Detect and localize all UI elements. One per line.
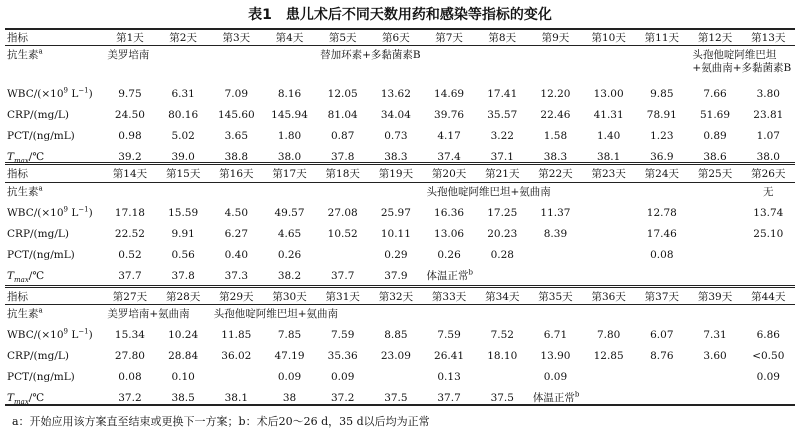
crp-row xyxy=(5,223,795,244)
header-row xyxy=(5,289,795,304)
antibiotic-regimen: 头孢他啶阿维巴坦+氨曲南 xyxy=(426,186,551,198)
crp-value: 47.19 xyxy=(274,349,305,362)
crp-value: 10.52 xyxy=(327,227,358,240)
crp-value: 35.57 xyxy=(487,108,518,121)
antibiotic-regimen: 替加环素+多黏菌素B xyxy=(320,49,421,61)
crp-value: 26.41 xyxy=(434,349,465,362)
crp-value: 3.60 xyxy=(703,349,727,362)
wbc-value: 7.31 xyxy=(703,328,727,341)
day-cell: 第1天 xyxy=(116,31,144,44)
tmax-value: 36.9 xyxy=(650,150,674,163)
wbc-value: 14.69 xyxy=(434,87,465,100)
day-cell: 第30天 xyxy=(272,290,307,303)
wbc-value: 13.00 xyxy=(593,87,624,100)
tmax-value: 37.5 xyxy=(490,391,514,404)
crp-value: 10.11 xyxy=(380,227,411,240)
pct-value xyxy=(742,244,795,265)
tmax-value: 37.7 xyxy=(437,391,461,404)
day-cell: 第32天 xyxy=(378,290,414,303)
indicator-header: 指标 xyxy=(7,168,28,180)
antibiotic-regimen: 无 xyxy=(763,186,774,198)
crp-value xyxy=(688,223,741,244)
pct-row xyxy=(5,244,795,265)
pct-value: 0.28 xyxy=(490,248,514,261)
wbc-value: 3.80 xyxy=(756,87,780,100)
crp-value: 28.84 xyxy=(168,349,199,362)
pct-value: 1.58 xyxy=(543,129,568,142)
crp-value: 13.06 xyxy=(434,227,465,240)
pct-value: 0.29 xyxy=(384,248,408,261)
day-cell: 第4天 xyxy=(275,31,304,44)
crp-value: 22.46 xyxy=(540,108,571,121)
tmax-value: 37.8 xyxy=(171,269,195,282)
wbc-value: 6.31 xyxy=(171,87,195,100)
wbc-value: 27.08 xyxy=(327,206,358,219)
crp-value: 23.09 xyxy=(380,349,411,362)
pct-value: 0.09 xyxy=(543,370,568,383)
pct-row xyxy=(5,366,795,387)
crp-value: <0.50 xyxy=(752,349,785,362)
antibiotic-row xyxy=(5,182,795,202)
pct-label: PCT/(ng/mL) xyxy=(7,129,75,142)
pct-value: 5.02 xyxy=(171,129,195,142)
day-cell: 第23天 xyxy=(591,168,626,180)
table-footnote: a：开始应用该方案直至结束或更换下一方案；b：术后20～26 d，35 d以后均为正常 xyxy=(12,415,430,428)
tmax-value: 37.9 xyxy=(384,269,408,282)
day-cell: 第31天 xyxy=(325,290,360,303)
day-cell: 第25天 xyxy=(697,168,733,180)
crp-row xyxy=(5,345,795,366)
crp-value: 17.46 xyxy=(646,227,677,240)
day-cell: 第6天 xyxy=(382,31,410,44)
pct-value: 0.56 xyxy=(171,248,195,261)
crp-row xyxy=(5,104,795,125)
wbc-value: 17.41 xyxy=(487,87,518,100)
pct-value: 0.13 xyxy=(437,370,461,383)
pct-value: 3.22 xyxy=(490,129,514,142)
day-cell: 第35天 xyxy=(538,290,573,303)
antibiotic-regimen: 头孢他啶阿维巴坦+氨曲南 xyxy=(213,308,339,320)
day-cell: 第26天 xyxy=(751,168,786,180)
header-row xyxy=(5,166,795,182)
wbc-value: 6.07 xyxy=(650,328,674,341)
pct-value: 0.09 xyxy=(331,370,355,383)
wbc-value: 7.59 xyxy=(437,328,461,341)
tmax-value: 37.2 xyxy=(331,391,355,404)
tmax-value: 37.7 xyxy=(118,269,142,282)
tmax-value: 38.6 xyxy=(703,150,727,163)
pct-value: 0.87 xyxy=(331,129,355,142)
tmax-value: 37.5 xyxy=(384,391,408,404)
pct-value: 0.89 xyxy=(703,129,727,142)
crp-value: 18.10 xyxy=(487,349,518,362)
wbc-value: 6.86 xyxy=(756,328,780,341)
wbc-value: 8.85 xyxy=(384,328,408,341)
crp-value: 8.39 xyxy=(543,227,568,240)
table-section-1 xyxy=(5,30,795,167)
pct-value xyxy=(476,366,529,387)
wbc-value: 12.05 xyxy=(327,87,358,100)
antibiotic-row xyxy=(5,45,795,83)
crp-value: 34.04 xyxy=(380,108,411,121)
pct-value: 0.26 xyxy=(277,248,302,261)
pct-value xyxy=(582,366,635,387)
day-cell: 第34天 xyxy=(485,290,520,303)
pct-value xyxy=(529,244,582,265)
tmax-value: 38.8 xyxy=(224,150,249,163)
wbc-value: 7.09 xyxy=(224,87,249,100)
day-cell: 第20天 xyxy=(431,168,467,180)
wbc-value: 12.20 xyxy=(540,87,571,100)
pct-value: 1.23 xyxy=(650,129,674,142)
crp-value: 20.23 xyxy=(487,227,518,240)
tmax-value: 37.2 xyxy=(118,391,142,404)
pct-value: 0.10 xyxy=(171,370,195,383)
day-cell: 第18天 xyxy=(325,168,360,180)
day-cell: 第36天 xyxy=(591,290,626,303)
tmax-value: 38.3 xyxy=(543,150,568,163)
crp-value xyxy=(582,223,635,244)
day-cell: 第22天 xyxy=(538,168,573,180)
table-section-3 xyxy=(5,289,795,408)
crp-value: 24.50 xyxy=(114,108,145,121)
tmax-row xyxy=(5,146,795,167)
wbc-value: 15.34 xyxy=(114,328,145,341)
crp-label: CRP/(mg/L) xyxy=(7,108,69,121)
crp-value: 80.16 xyxy=(168,108,199,121)
tmax-row xyxy=(5,387,795,408)
crp-value: 36.02 xyxy=(221,349,252,362)
day-cell: 第11天 xyxy=(644,31,680,44)
day-cell: 第12天 xyxy=(697,31,733,44)
pct-value: 0.40 xyxy=(224,248,249,261)
crp-value: 4.65 xyxy=(277,227,302,240)
pct-value xyxy=(369,366,422,387)
pct-value: 1.40 xyxy=(596,129,621,142)
wbc-value: 17.25 xyxy=(487,206,518,219)
tmax-note: 体温正常$^b$ xyxy=(532,390,580,404)
tmax-value: 38.1 xyxy=(596,150,621,163)
wbc-value: 7.80 xyxy=(596,328,621,341)
pct-label: PCT/(ng/mL) xyxy=(7,248,75,261)
crp-value: 81.04 xyxy=(327,108,358,121)
wbc-value: 16.36 xyxy=(434,206,465,219)
wbc-value: 7.59 xyxy=(331,328,355,341)
wbc-value: 13.74 xyxy=(753,206,784,219)
wbc-value: 6.71 xyxy=(543,328,568,341)
pct-value: 0.09 xyxy=(277,370,302,383)
day-cell: 第3天 xyxy=(222,31,251,44)
day-cell: 第21天 xyxy=(485,168,520,180)
crp-value: 25.10 xyxy=(753,227,784,240)
crp-value: 12.85 xyxy=(593,349,624,362)
wbc-row xyxy=(5,324,795,345)
day-cell: 第16天 xyxy=(219,168,254,180)
day-cell: 第33天 xyxy=(431,290,467,303)
wbc-value: 9.85 xyxy=(650,87,674,100)
crp-value: 35.36 xyxy=(327,349,358,362)
wbc-value: 17.18 xyxy=(114,206,145,219)
pct-value xyxy=(316,244,369,265)
tmax-value: 38.3 xyxy=(384,150,408,163)
crp-label: CRP/(mg/L) xyxy=(7,227,69,240)
day-cell: 第17天 xyxy=(272,168,307,180)
pct-value: 4.17 xyxy=(437,129,461,142)
pct-value: 0.52 xyxy=(118,248,142,261)
day-cell: 第14天 xyxy=(112,168,148,180)
antibiotic-row xyxy=(5,304,795,324)
pct-value xyxy=(688,244,741,265)
crp-value: 145.94 xyxy=(271,108,308,121)
wbc-label: WBC/($\times 10^9$ $L^{-1}$) xyxy=(7,205,93,219)
tmax-label: $T_{max}/℃$ xyxy=(7,150,45,165)
tmax-value: 38.1 xyxy=(224,391,249,404)
tmax-value: 37.8 xyxy=(331,150,355,163)
antibiotic-regimen: 美罗培南+氨曲南 xyxy=(107,308,190,320)
wbc-value xyxy=(688,202,741,223)
crp-value: 145.60 xyxy=(217,108,255,121)
day-cell: 第37天 xyxy=(644,290,680,303)
tmax-value: 37.7 xyxy=(331,269,355,282)
day-cell: 第9天 xyxy=(541,31,570,44)
tmax-value: 38.0 xyxy=(277,150,302,163)
antibiotic-label: 抗生素$^a$ xyxy=(7,184,43,198)
day-cell: 第39天 xyxy=(697,290,733,303)
day-cell: 第19天 xyxy=(378,168,414,180)
tmax-label: $T_{max}/℃$ xyxy=(7,391,45,406)
wbc-row xyxy=(5,83,795,104)
wbc-value: 7.66 xyxy=(703,87,727,100)
crp-value: 41.31 xyxy=(593,108,624,121)
crp-value: 23.81 xyxy=(753,108,784,121)
table-title: 表1 患儿术后不同天数用药和感染等指标的变化 xyxy=(248,7,552,23)
wbc-value: 15.59 xyxy=(168,206,199,219)
wbc-value: 25.97 xyxy=(380,206,411,219)
wbc-value: 11.37 xyxy=(540,206,571,219)
header-row xyxy=(5,30,795,45)
crp-value: 22.52 xyxy=(114,227,145,240)
pct-value xyxy=(210,366,263,387)
day-cell: 第10天 xyxy=(591,31,626,44)
crp-value: 13.90 xyxy=(540,349,571,362)
crp-value: 78.91 xyxy=(646,108,677,121)
wbc-row xyxy=(5,202,795,223)
tmax-value: 37.4 xyxy=(437,150,461,163)
antibiotic-label: 抗生素$^a$ xyxy=(7,306,43,320)
tmax-note: 体温正常$^b$ xyxy=(426,268,473,282)
pct-row xyxy=(5,125,795,146)
crp-value: 51.69 xyxy=(699,108,731,121)
pct-label: PCT/(ng/mL) xyxy=(7,370,75,383)
antibiotic-label: 抗生素$^a$ xyxy=(7,47,43,61)
pct-value: 0.98 xyxy=(118,129,142,142)
pct-value: 1.07 xyxy=(756,129,780,142)
day-cell: 第7天 xyxy=(435,31,463,44)
tmax-value: 38.0 xyxy=(756,150,780,163)
wbc-value: 12.78 xyxy=(646,206,677,219)
tmax-row xyxy=(5,265,795,286)
indicator-header: 指标 xyxy=(7,31,28,44)
tmax-value: 38.5 xyxy=(171,391,195,404)
day-cell: 第2天 xyxy=(169,31,197,44)
crp-value: 39.76 xyxy=(434,108,465,121)
antibiotic-regimen: 美罗培南 xyxy=(107,49,150,61)
wbc-label: WBC/($\times 10^9$ $L^{-1}$) xyxy=(7,327,93,341)
table-section-2 xyxy=(5,166,795,286)
crp-value: 27.80 xyxy=(114,349,145,362)
wbc-value xyxy=(582,202,635,223)
wbc-value: 49.57 xyxy=(274,206,305,219)
day-cell: 第5天 xyxy=(328,31,357,44)
tmax-label: $T_{max}/℃$ xyxy=(7,269,45,284)
wbc-value: 7.52 xyxy=(490,328,514,341)
tmax-value: 38.2 xyxy=(277,269,302,282)
pct-value xyxy=(635,366,688,387)
wbc-value: 11.85 xyxy=(221,328,252,341)
pct-value: 0.08 xyxy=(118,370,142,383)
day-cell: 第29天 xyxy=(219,290,254,303)
wbc-value: 9.75 xyxy=(118,87,142,100)
day-cell: 第24天 xyxy=(644,168,680,180)
pct-value xyxy=(582,244,635,265)
indicator-header: 指标 xyxy=(7,290,28,303)
crp-value: 9.91 xyxy=(171,227,195,240)
tmax-value: 37.3 xyxy=(224,269,249,282)
pct-value: 0.09 xyxy=(756,370,780,383)
antibiotic-regimen: 头孢他啶阿维巴坦+氨曲南+多黏菌素B xyxy=(692,49,792,74)
pct-value: 1.80 xyxy=(277,129,302,142)
tmax-value: 37.1 xyxy=(490,150,514,163)
day-cell: 第44天 xyxy=(751,290,786,303)
tmax-value: 39.2 xyxy=(118,150,142,163)
wbc-value: 4.50 xyxy=(224,206,249,219)
pct-value: 3.65 xyxy=(224,129,249,142)
pct-value: 0.08 xyxy=(650,248,674,261)
pct-value: 0.73 xyxy=(384,129,408,142)
tmax-value: 38 xyxy=(282,391,297,404)
pct-value: 0.26 xyxy=(437,248,461,261)
crp-label: CRP/(mg/L) xyxy=(7,349,69,362)
day-cell: 第28天 xyxy=(165,290,201,303)
crp-value: 6.27 xyxy=(224,227,249,240)
wbc-value: 13.62 xyxy=(380,87,411,100)
day-cell: 第15天 xyxy=(165,168,201,180)
day-cell: 第13天 xyxy=(751,31,786,44)
tmax-value: 39.0 xyxy=(171,150,195,163)
wbc-value: 8.16 xyxy=(277,87,302,100)
day-cell: 第8天 xyxy=(488,31,517,44)
pct-value xyxy=(688,366,741,387)
day-cell: 第27天 xyxy=(112,290,148,303)
crp-value: 8.76 xyxy=(650,349,674,362)
wbc-value: 10.24 xyxy=(168,328,199,341)
wbc-value: 7.85 xyxy=(277,328,302,341)
wbc-label: WBC/($\times 10^9$ $L^{-1}$) xyxy=(7,86,93,100)
